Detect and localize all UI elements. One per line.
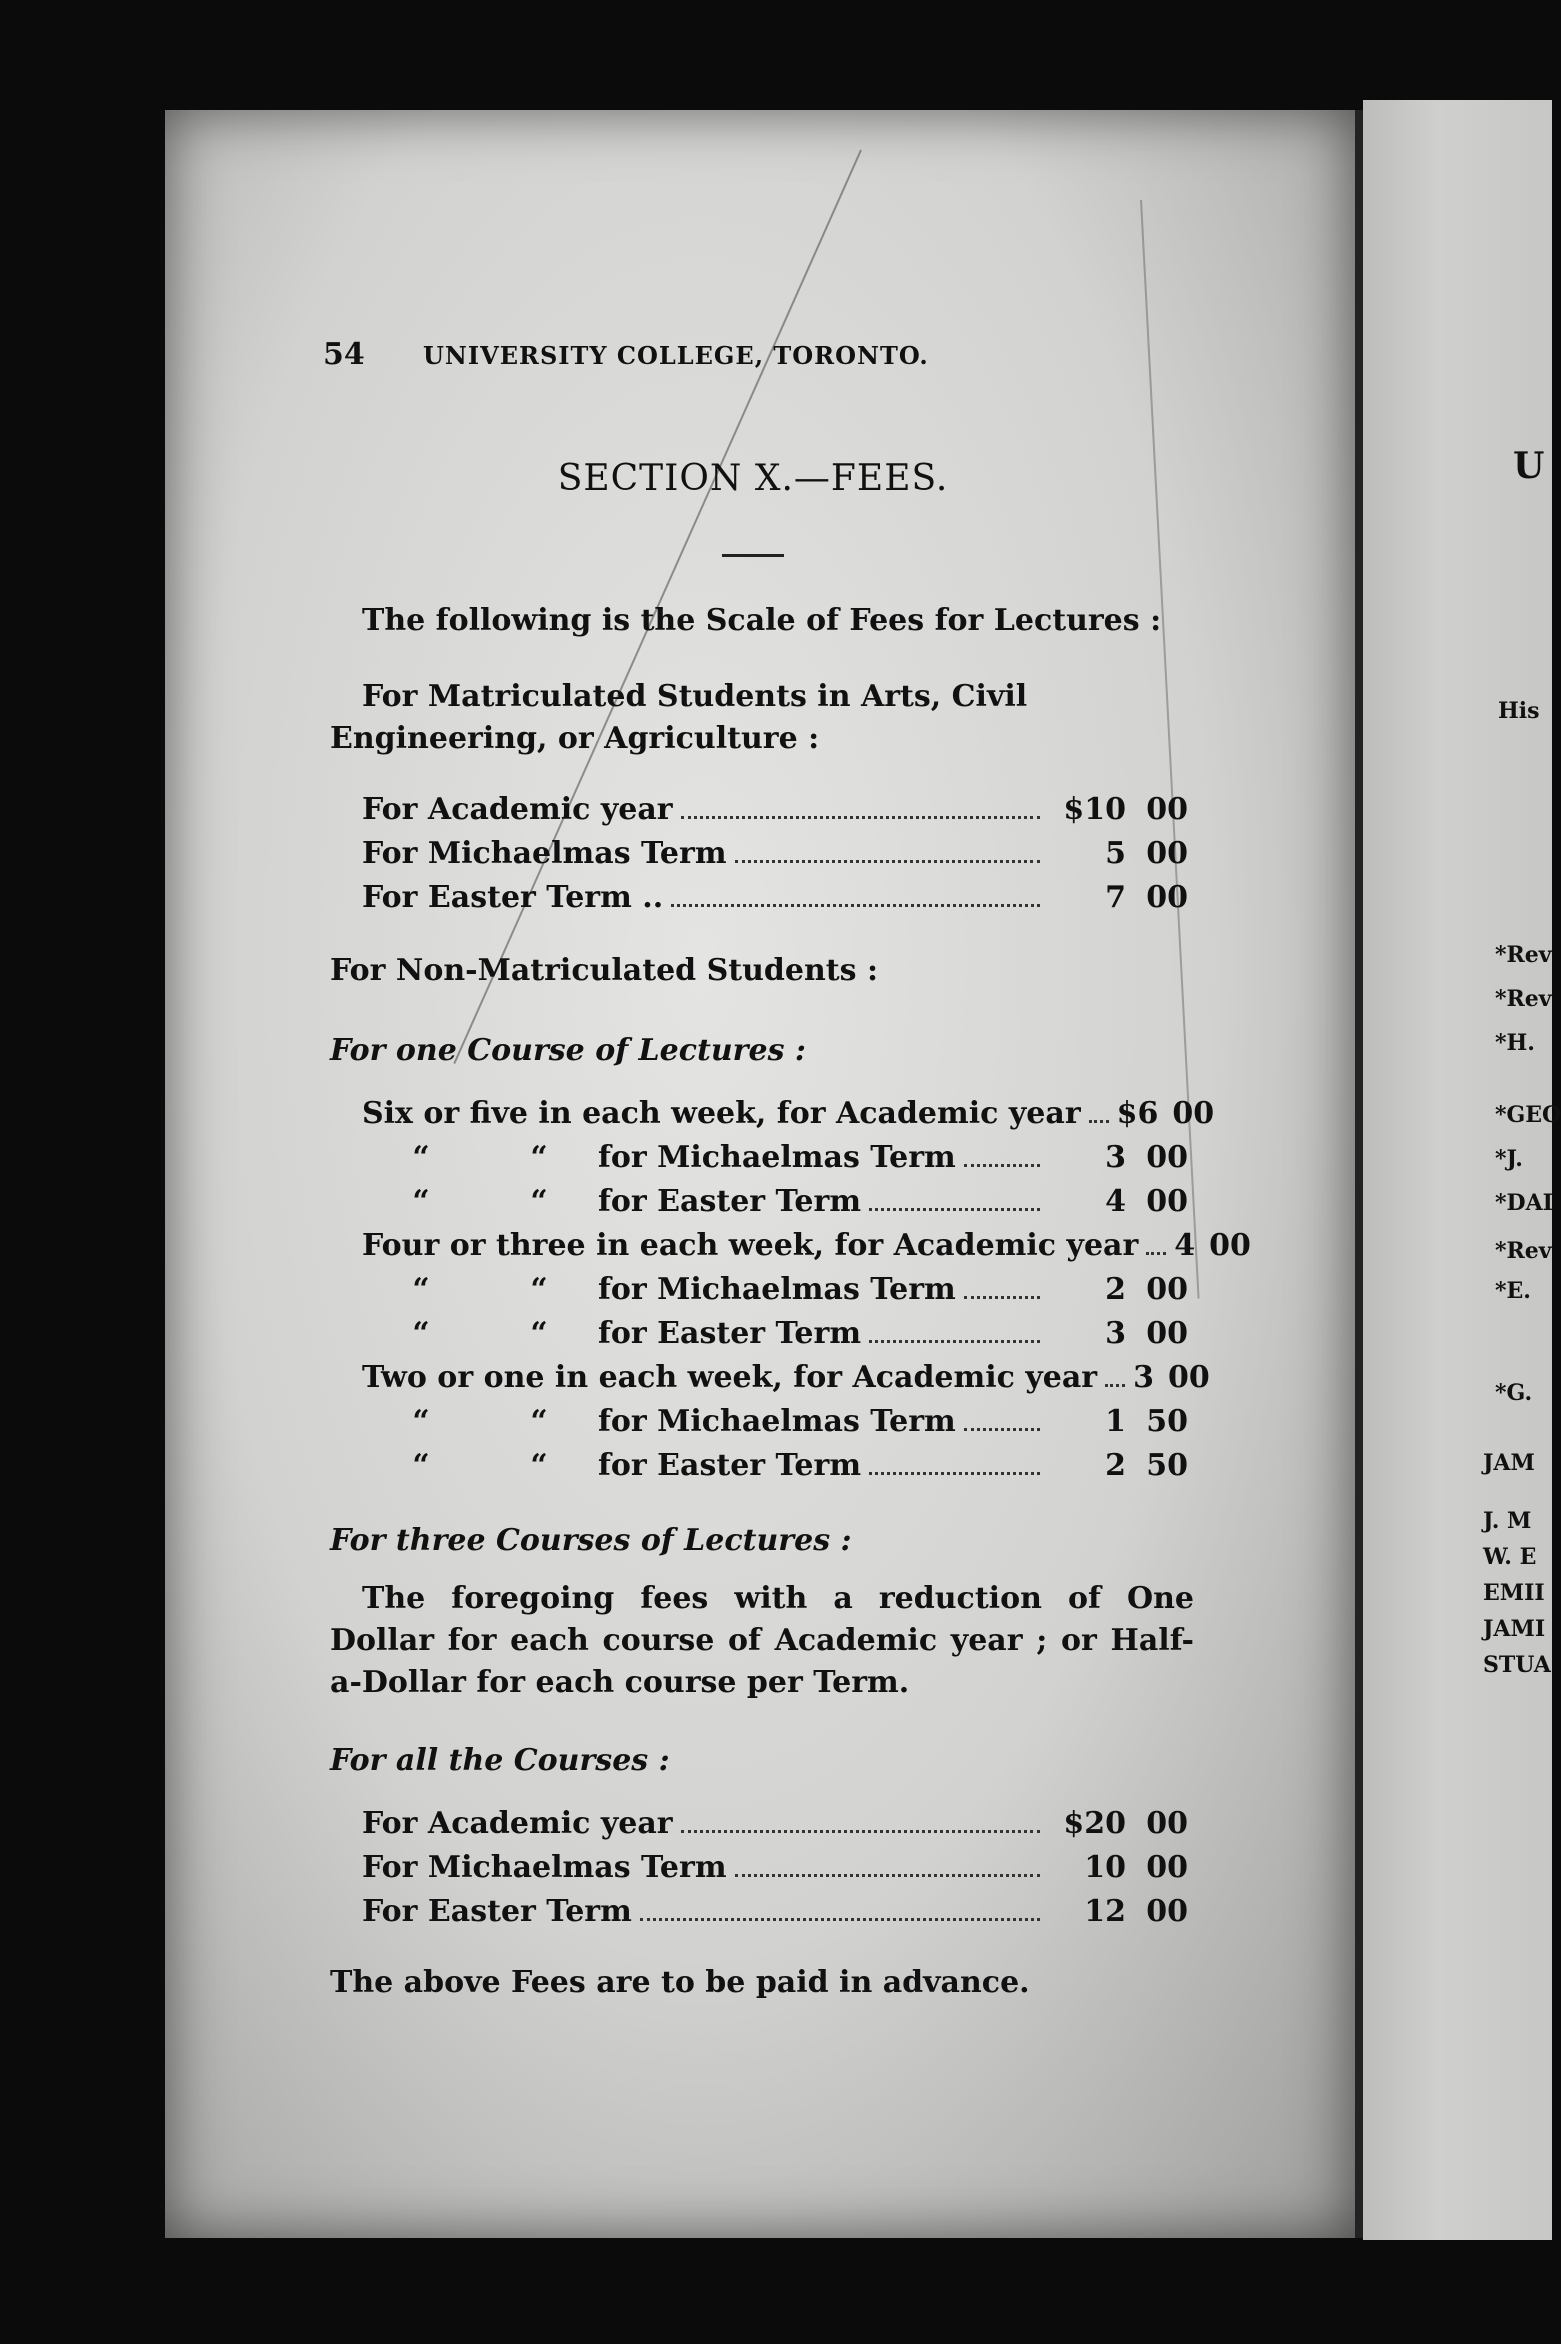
adjacent-fragment: *H. [1495,1030,1535,1056]
ditto-mark: “ [530,1272,548,1307]
three-courses-heading: For three Courses of Lectures : [330,1523,852,1558]
adjacent-page [1363,100,1561,2240]
adjacent-fragment: STUA [1483,1652,1551,1678]
ditto-mark: “ [530,1448,548,1483]
ditto-mark: “ [530,1184,548,1219]
all-courses-heading: For all the Courses : [330,1743,670,1778]
fee-row: For Michaelmas Term 10 00 [362,1850,1188,1885]
one-course-heading: For one Course of Lectures : [330,1033,806,1068]
fee-row: “ “ for Michaelmas Term 2 00 [362,1272,1188,1307]
adjacent-fragment: U [1513,445,1545,487]
ditto-mark: “ [412,1272,430,1307]
ditto-mark: “ [530,1404,548,1439]
fee-row: Four or three in each week, for Academic year 4 00 [362,1228,1251,1263]
adjacent-fragment: *G. [1495,1380,1533,1406]
section-title: SECTION X.—FEES. [557,458,949,499]
ditto-mark: “ [412,1404,430,1439]
adjacent-fragment: *GEO [1495,1102,1561,1128]
adjacent-fragment: J. M [1483,1508,1532,1534]
fee-row: For Easter Term 12 00 [362,1894,1188,1929]
adjacent-fragment: W. E [1483,1544,1537,1570]
fee-row: Six or five in each week, for Academic year $6 00 [362,1096,1215,1131]
ditto-mark: “ [530,1140,548,1175]
page-number: 54 [323,337,365,372]
adjacent-fragment: His [1498,698,1540,724]
ditto-mark: “ [412,1448,430,1483]
adjacent-fragment: *DAI [1495,1190,1553,1216]
adjacent-fragment: *Rev [1495,942,1552,968]
ditto-mark: “ [412,1316,430,1351]
title-rule [722,554,784,557]
footer-note: The above Fees are to be paid in advance. [330,1965,1030,2000]
fee-row: “ “ for Easter Term 2 50 [362,1448,1188,1483]
adjacent-fragment: JAM [1483,1450,1535,1476]
fee-row: For Academic year $10 00 [362,792,1188,827]
adjacent-fragment: *E. [1495,1278,1531,1304]
fee-row: “ “ for Michaelmas Term 1 50 [362,1404,1188,1439]
running-title: UNIVERSITY COLLEGE, TORONTO. [423,341,929,370]
fee-row: Two or one in each week, for Academic year 3 00 [362,1360,1210,1395]
fee-row: For Michaelmas Term 5 00 [362,836,1188,871]
fee-row: For Academic year $20 00 [362,1806,1188,1841]
fee-row: For Easter Term .. 7 00 [362,880,1188,915]
book-spine [1355,110,1363,2238]
fee-row: “ “ for Michaelmas Term 3 00 [362,1140,1188,1175]
three-courses-text: The foregoing fees with a reduction of One Dollar for each course of Academic year ; or Half-a-Dollar for each course per Term. [330,1581,1194,1700]
intro-text: The following is the Scale of Fees for Lectures : [362,603,1162,638]
adjacent-fragment: JAMI [1483,1616,1546,1642]
adjacent-fragment: *J. [1495,1146,1523,1172]
adjacent-fragment: *Rev [1495,1238,1552,1264]
ditto-mark: “ [412,1140,430,1175]
ditto-mark: “ [530,1316,548,1351]
non-matriculated-heading: For Non-Matriculated Students : [330,953,879,988]
matriculated-heading: For Matriculated Students in Arts, Civil Engineering, or Agriculture : [330,679,1028,756]
fee-row: “ “ for Easter Term 4 00 [362,1184,1188,1219]
fee-row: “ “ for Easter Term 3 00 [362,1316,1188,1351]
running-header [323,337,983,372]
adjacent-fragment: EMII [1483,1580,1545,1606]
adjacent-fragment: *Rev [1495,986,1552,1012]
ditto-mark: “ [412,1184,430,1219]
